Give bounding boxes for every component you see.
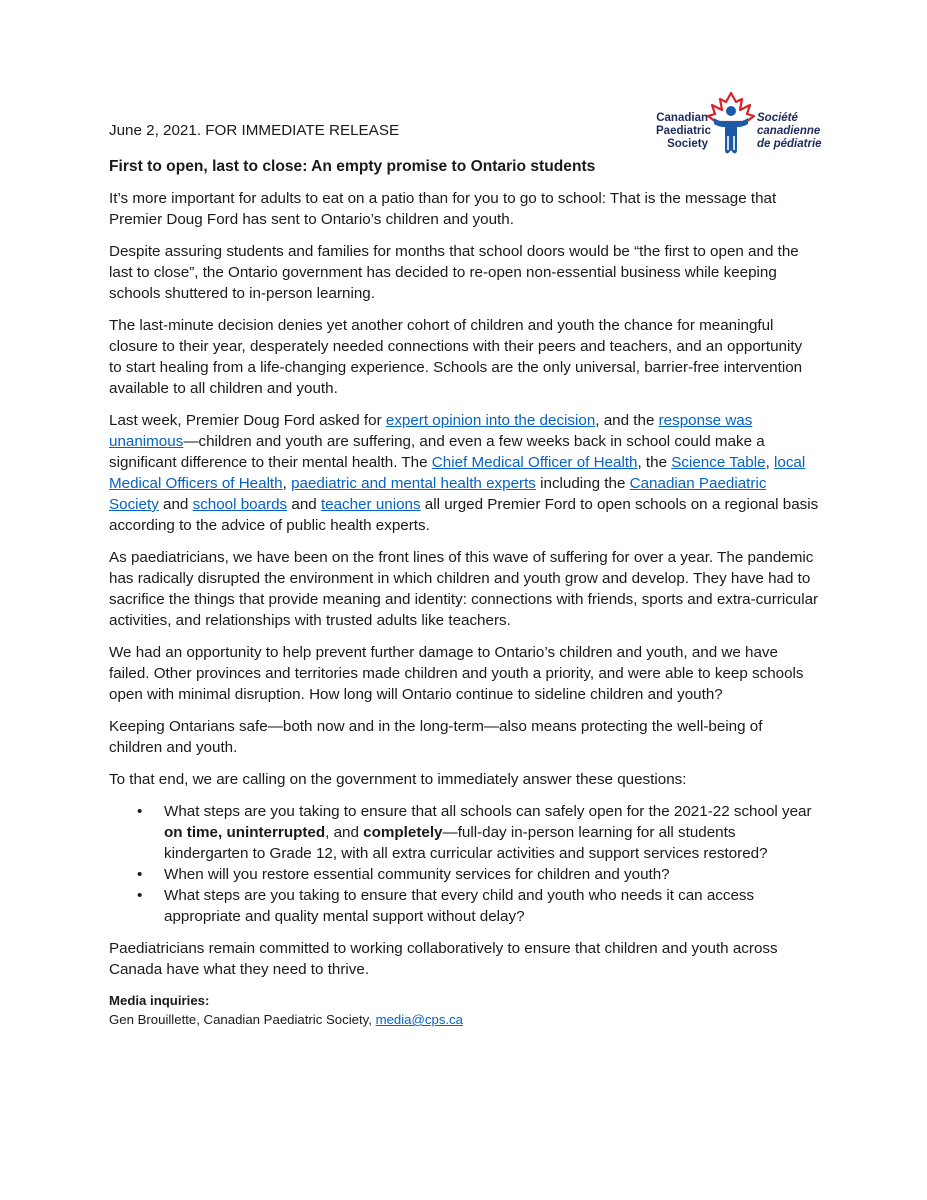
logo-fr-line: Société: [757, 112, 798, 124]
list-item: [109, 864, 819, 885]
text-run: What steps are you taking to ensure that all schools can safely open for the 2021-22 school year: [164, 803, 812, 820]
bullet-icon: •: [137, 887, 143, 904]
link-chief-medical-officer[interactable]: Chief Medical Officer of Health: [431, 454, 638, 471]
paragraph-5: As paediatricians, we have been on the front lines of this wave of suffering for over a year. The pandemic has radically disrupted the environment in which children and youth grow and develop. They have had to sacrifice the things that provide meaning and identity: connections with friends, sports and extra-curricular activities, and relationships with trusted adults like teachers.: [109, 549, 819, 629]
link-paediatric-experts[interactable]: paediatric and mental health experts: [291, 475, 536, 492]
link-teacher-unions[interactable]: teacher unions: [320, 496, 421, 513]
bullet-icon: •: [137, 866, 143, 883]
link-response-unanimous[interactable]: response was unanimous: [109, 412, 753, 450]
text-run: ,: [765, 454, 775, 471]
paragraph-3: The last-minute decision denies yet another cohort of children and youth the chance for meaningful closure to their year, desperately needed connections with their peers and teachers, and an opportunity to start healing from a life-changing experience. Schools are the only universal, barrier-free intervention available to all children and youth.: [109, 317, 803, 397]
bold-text: on time, uninterrupted: [164, 824, 326, 841]
text-run: and: [287, 496, 321, 513]
media-email-link[interactable]: media@cps.ca: [375, 1012, 464, 1027]
text-run: all urged Premier Ford to open schools on a regional basis according to the advice of public health experts.: [109, 496, 819, 534]
paragraph-6: We had an opportunity to help prevent further damage to Ontario’s children and youth, and we have failed. Other provinces and territories made children and youth a priority, and were able to keep schools open with minimal disruption. How long will Ontario continue to sideline children and youth?: [109, 644, 804, 703]
link-canadian-paediatric-society[interactable]: Canadian Paediatric Society: [109, 475, 767, 513]
text-run: What steps are you taking to ensure that every child and youth who needs it can access appropriate and quality mental support without delay?: [164, 887, 755, 925]
paragraph-9: Paediatricians remain committed to working collaboratively to ensure that children and youth across Canada have what they need to thrive.: [109, 940, 778, 978]
headline: First to open, last to close: An empty promise to Ontario students: [109, 158, 596, 175]
media-inquiries-heading: Media inquiries:: [109, 993, 210, 1008]
bold-text: completely: [363, 824, 443, 841]
logo-fr-line: de pédiatrie: [757, 138, 822, 150]
bullet-icon: •: [137, 803, 143, 820]
paragraph-2: Despite assuring students and families for months that school doors would be “the first to open and the last to close”, the Ontario government has decided to re-open non-essential business while keeping schools shuttered to in-person learning.: [109, 243, 799, 302]
text-run: Gen Brouillette, Canadian Paediatric Society,: [109, 1012, 376, 1027]
text-run: Last week, Premier Doug Ford asked for: [109, 412, 386, 429]
media-contact-line: [109, 1010, 819, 1029]
text-run: —full-day in-person learning for all students kindergarten to Grade 12, with all extra curricular activities and support services restored?: [164, 824, 768, 862]
link-expert-opinion[interactable]: expert opinion into the decision: [385, 412, 596, 429]
text-run: , the: [637, 454, 672, 471]
list-item: [109, 885, 819, 927]
logo-en-line: Society: [667, 138, 708, 150]
paragraph-1: It’s more important for adults to eat on a patio than for you to go to school: That is the message that Premier Doug Ford has sent to Ontario’s children and youth.: [109, 190, 777, 228]
logo-fr-line: canadienne: [757, 125, 821, 137]
text-run: and: [158, 496, 193, 513]
text-run: , and: [325, 824, 364, 841]
text-run: , and the: [595, 412, 659, 429]
logo-en-line: Canadian: [656, 112, 708, 124]
text-run: ,: [282, 475, 292, 492]
logo-en-line: Paediatric: [656, 125, 711, 137]
paragraph-7: Keeping Ontarians safe—both now and in the long-term—also means protecting the well-being of children and youth.: [109, 718, 763, 756]
link-local-medical-officers[interactable]: local Medical Officers of Health: [109, 454, 806, 492]
questions-list: [109, 801, 819, 927]
text-run: —children and youth are suffering, and even a few weeks back in school could make a significant difference to their mental health. The: [109, 433, 765, 471]
dateline: June 2, 2021. FOR IMMEDIATE RELEASE: [109, 122, 400, 139]
list-item: [109, 801, 819, 864]
link-science-table[interactable]: Science Table: [671, 454, 766, 471]
paragraph-4: [109, 410, 819, 536]
release-body: [109, 120, 819, 1029]
paragraph-8: To that end, we are calling on the government to immediately answer these questions:: [109, 771, 687, 788]
media-contact: [109, 991, 819, 1029]
text-run: When will you restore essential community services for children and youth?: [164, 866, 670, 883]
link-school-boards[interactable]: school boards: [192, 496, 288, 513]
text-run: including the: [535, 475, 630, 492]
